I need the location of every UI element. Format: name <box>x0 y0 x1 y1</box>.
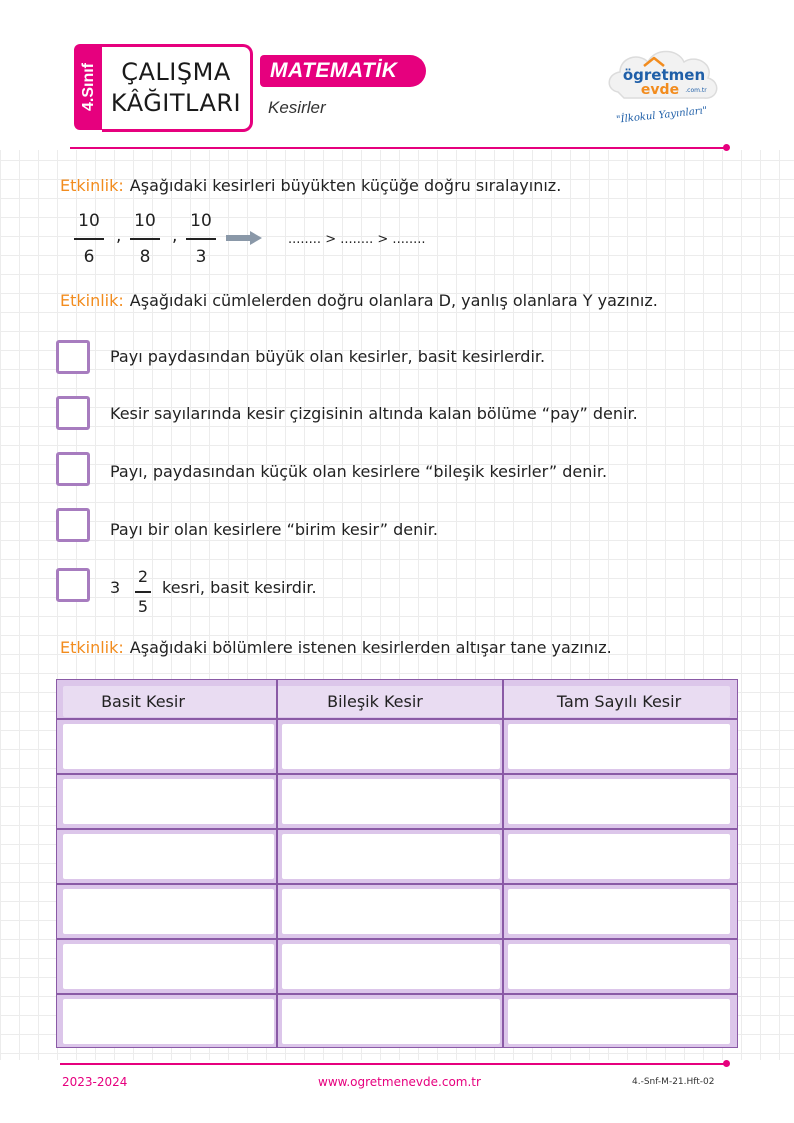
fraction-3-denominator: 3 <box>195 246 207 267</box>
fraction-table <box>56 679 738 1048</box>
fraction-2-numerator: 10 <box>134 211 156 231</box>
subject-badge <box>260 55 426 87</box>
answer-cell[interactable] <box>282 944 500 989</box>
column-header-tam-sayili: Tam Sayılı Kesir <box>556 692 682 711</box>
answer-box-5[interactable] <box>56 568 90 602</box>
row-divider <box>57 773 737 775</box>
logo-word-1: ögretmen <box>622 66 706 84</box>
activity-3-instruction <box>60 638 612 657</box>
row-divider <box>57 718 737 720</box>
footer-code: 4.-Snf-M-21.Hft-02 <box>632 1077 715 1087</box>
grade-badge <box>74 44 104 130</box>
mixed-whole: 3 <box>110 578 121 597</box>
grade-label: 4.Sınıf <box>80 62 98 112</box>
topic-label: Kesirler <box>268 98 326 117</box>
separator-comma: , <box>116 226 122 246</box>
statement-4: Payı bir olan kesirlere “birim kesir” denir. <box>110 520 438 539</box>
fraction-2 <box>130 210 160 268</box>
answer-box-4[interactable] <box>56 508 90 542</box>
answer-cell[interactable] <box>282 724 500 769</box>
fraction-1-denominator: 6 <box>83 246 95 267</box>
column-header-bilesik: Bileşik Kesir <box>327 692 423 711</box>
mixed-fraction <box>133 566 153 618</box>
mixed-denominator: 5 <box>137 596 149 616</box>
answer-cell[interactable] <box>508 999 730 1044</box>
activity-1-tag: Etkinlik: <box>60 176 124 195</box>
answer-cell[interactable] <box>508 944 730 989</box>
fraction-1-numerator: 10 <box>78 211 100 231</box>
activity-2-text: Aşağıdaki cümlelerden doğru olanlara D, yanlış olanlara Y yazınız. <box>129 291 658 310</box>
fraction-2-denominator: 8 <box>139 246 151 267</box>
activity-2-instruction <box>60 291 658 310</box>
fraction-3 <box>186 210 216 268</box>
activity-3-text: Aşağıdaki bölümlere istenen kesirlerden altışar tane yazınız. <box>129 638 612 657</box>
publisher-logo <box>604 40 724 130</box>
subject-label: MATEMATİK <box>270 59 398 82</box>
logo-domain: .com.tr <box>685 87 707 94</box>
answer-cell[interactable] <box>508 724 730 769</box>
activity-3-tag: Etkinlik: <box>60 638 124 657</box>
fraction-1 <box>74 210 104 268</box>
ordering-answer-line[interactable]: ........ > ........ > ........ <box>288 232 426 247</box>
answer-cell[interactable] <box>282 779 500 824</box>
logo-word-2: evde <box>640 82 680 98</box>
row-divider <box>57 938 737 940</box>
separator-comma: , <box>172 226 178 246</box>
logo-tagline: "İlkokul Yayınları" <box>615 105 708 126</box>
title-line-2: KÂĞITLARI <box>110 89 242 117</box>
worksheet-title <box>102 44 253 132</box>
footer-divider <box>60 1063 726 1065</box>
statement-3: Payı, paydasından küçük olan kesirlere “bileşik kesirler” denir. <box>110 462 608 481</box>
column-divider <box>502 680 504 1047</box>
footer-website[interactable]: www.ogretmenevde.com.tr <box>318 1075 481 1089</box>
fraction-bar <box>186 238 216 240</box>
column-header-basit: Basit Kesir <box>101 692 185 711</box>
row-divider <box>57 828 737 830</box>
mixed-statement-text: kesri, basit kesirdir. <box>162 578 317 597</box>
answer-cell[interactable] <box>282 999 500 1044</box>
footer-year: 2023-2024 <box>62 1075 128 1089</box>
arrow-right-icon <box>224 230 264 246</box>
column-divider <box>276 680 278 1047</box>
row-divider <box>57 883 737 885</box>
answer-cell[interactable] <box>282 834 500 879</box>
header-divider <box>70 147 726 149</box>
answer-box-3[interactable] <box>56 452 90 486</box>
fraction-3-numerator: 10 <box>190 211 212 231</box>
fraction-bar <box>74 238 104 240</box>
answer-cell[interactable] <box>282 889 500 934</box>
fraction-bar <box>135 591 151 593</box>
answer-cell[interactable] <box>63 779 274 824</box>
answer-cell[interactable] <box>63 834 274 879</box>
statement-1: Payı paydasından büyük olan kesirler, basit kesirlerdir. <box>110 347 546 366</box>
mixed-numerator: 2 <box>137 567 149 586</box>
activity-1-instruction <box>60 176 561 195</box>
activity-1-text: Aşağıdaki kesirleri büyükten küçüğe doğru sıralayınız. <box>129 176 562 195</box>
footer-background <box>0 1060 794 1123</box>
answer-box-1[interactable] <box>56 340 90 374</box>
answer-cell[interactable] <box>63 944 274 989</box>
fraction-bar <box>130 238 160 240</box>
answer-cell[interactable] <box>63 999 274 1044</box>
answer-cell[interactable] <box>508 889 730 934</box>
answer-cell[interactable] <box>508 834 730 879</box>
answer-box-2[interactable] <box>56 396 90 430</box>
activity-2-tag: Etkinlik: <box>60 291 124 310</box>
row-divider <box>57 993 737 995</box>
answer-cell[interactable] <box>63 724 274 769</box>
title-line-1: ÇALIŞMA <box>121 58 231 86</box>
answer-cell[interactable] <box>508 779 730 824</box>
answer-cell[interactable] <box>63 889 274 934</box>
statement-2: Kesir sayılarında kesir çizgisinin altında kalan bölüme “pay” denir. <box>110 404 638 423</box>
